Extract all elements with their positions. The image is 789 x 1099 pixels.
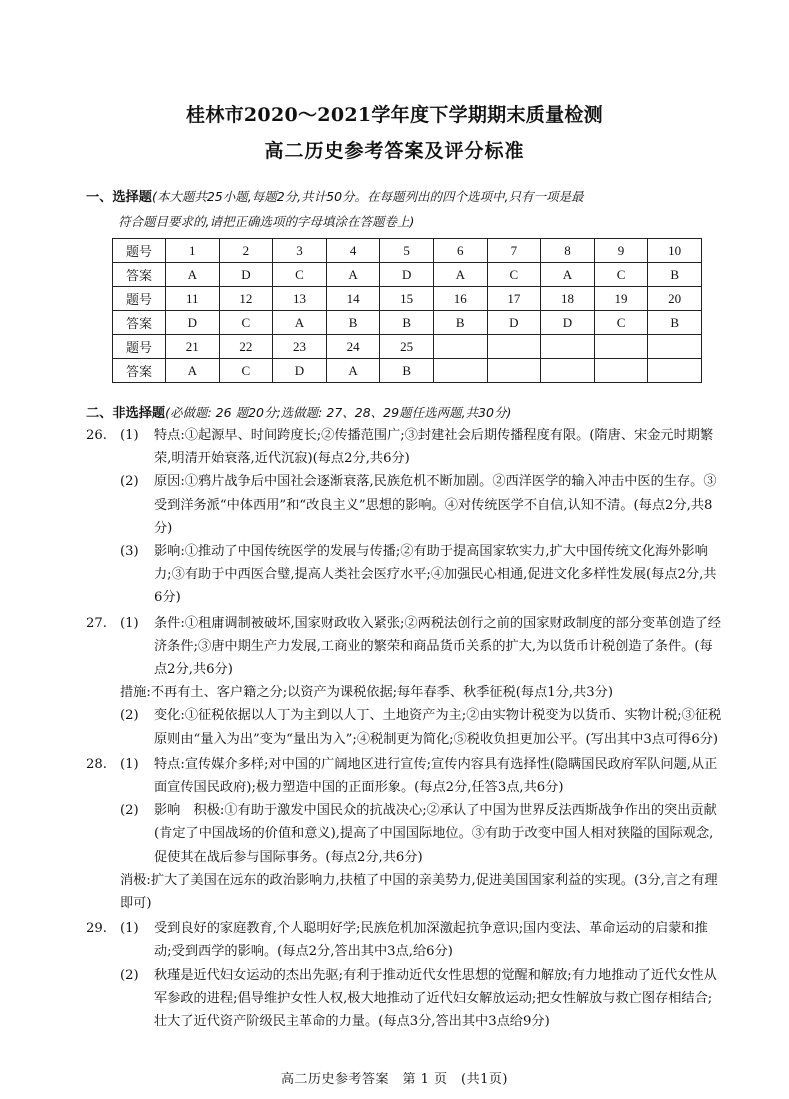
question-block bbox=[86, 424, 722, 610]
question-number-cell: 24 bbox=[326, 335, 380, 359]
answer-cell: A bbox=[166, 359, 220, 383]
question-number-cell: 8 bbox=[541, 239, 595, 263]
answer-cell: B bbox=[433, 311, 487, 335]
part-text: 影响:①推动了中国传统医学的发展与传播;②有助于提高国家软实力,扩大中国传统文化海外影响力;③有助于中西医合璧,提高人类社会医疗水平;④加强民心相通,促进文化多样性发展(每点2分,共6分) bbox=[154, 544, 717, 606]
part-text: 消极:扩大了美国在远东的政治影响力,扶植了中国的亲美势力,促进美国国家利益的实现。(3分,言之有理即可) bbox=[120, 872, 718, 912]
question-number: 27. bbox=[86, 615, 107, 631]
question-number-cell: 4 bbox=[326, 239, 380, 263]
question-number-cell: 20 bbox=[648, 287, 702, 311]
answer-cell: B bbox=[648, 263, 702, 287]
answer-cell: B bbox=[380, 359, 434, 383]
section-2-heading: 二、非选择题 bbox=[86, 406, 166, 421]
question-number: 26. bbox=[86, 428, 107, 443]
answer-cell: A bbox=[166, 263, 220, 287]
part-text: 变化:①征税依据以人丁为主到以人丁、土地资产为主;②由实物计税变为以货币、实物计税;③征税原则由“量入为出”变为“量出为入”;④税制更为简化;⑤税收负担更加公平。(写出其中3点可得6分) bbox=[154, 708, 722, 747]
answer-cell: D bbox=[541, 311, 595, 335]
answer-cell: D bbox=[487, 311, 541, 335]
essay-answers bbox=[86, 424, 722, 1033]
answer-cell: C bbox=[219, 359, 273, 383]
question-number-cell: 14 bbox=[326, 287, 380, 311]
answer-part bbox=[120, 470, 722, 540]
section-1-note-line1: (本大题共25小题,每题2分,共计50分。在每题列出的四个选项中,只有一项是最 bbox=[151, 189, 584, 204]
question-number-cell: 12 bbox=[219, 287, 273, 311]
question-number-cell: 15 bbox=[380, 287, 434, 311]
answer-cell: C bbox=[219, 311, 273, 335]
part-label: (2) bbox=[120, 803, 139, 819]
question-number-cell: 17 bbox=[487, 287, 541, 311]
part-text: 影响 积极:①有助于激发中国民众的抗战决心;②承认了中国为世界反法西斯战争作出的突出贡献(肯定了中国战场的价值和意义),提高了中国国际地位。③有助于改变中国人相对狭隘的国际观念,促使其在战后参与国际事务。(每点2分,共6分) bbox=[154, 803, 717, 865]
part-label: (3) bbox=[120, 544, 139, 560]
answer-cell bbox=[487, 359, 541, 383]
answer-table-row bbox=[113, 239, 702, 263]
answer-table bbox=[112, 238, 702, 383]
question-number-cell: 9 bbox=[594, 239, 648, 263]
question-number-cell: 2 bbox=[219, 239, 273, 263]
section-2-note: (必做题: 26 题20分;选做题: 27、28、29题任选两题,共30分) bbox=[165, 405, 512, 420]
section-essay-header bbox=[86, 402, 726, 425]
part-text: 秋瑾是近代妇女运动的杰出先驱;有利于推动近代女性思想的觉醒和解放;有力地推动了近代女性从军参政的进程;倡导维护女性人权,极大地推动了近代妇女解放运动;把女性解放与救亡图存相结合;壮大了近代资产阶级民主革命的力量。(每点3分,答出其中3点给9分) bbox=[154, 967, 717, 1030]
page-subtitle: 高二历史参考答案及评分标准 bbox=[264, 140, 525, 162]
question-number-cell bbox=[541, 335, 595, 359]
row-label: 答案 bbox=[113, 311, 166, 335]
question-number: 29. bbox=[86, 921, 107, 937]
question-number-cell bbox=[433, 335, 487, 359]
answer-cell: A bbox=[326, 263, 380, 287]
part-text: 条件:①租庸调制被破坏,国家财政收入紧张;②两税法创行之前的国家财政制度的部分变革创造了经济条件;③唐中期生产力发展,工商业的繁荣和商品货币关系的扩大,为以货币计税创造了条件。(每点2分,共6分) bbox=[154, 615, 721, 678]
answer-part bbox=[120, 869, 722, 915]
answer-table-row bbox=[113, 263, 702, 287]
answer-part bbox=[120, 964, 722, 1034]
question-number-cell bbox=[487, 335, 541, 359]
row-label: 答案 bbox=[113, 359, 166, 383]
part-text: 受到良好的家庭教育,个人聪明好学;民族危机加深激起抗争意识;国内变法、革命运动的启蒙和推动;受到西学的影响。(每点2分,答出其中3点,给6分) bbox=[154, 921, 708, 960]
question-number: 28. bbox=[86, 756, 107, 772]
answer-part bbox=[120, 799, 722, 869]
answer-cell bbox=[594, 359, 648, 383]
answer-cell: C bbox=[594, 263, 648, 287]
part-text: 特点:宣传媒介多样;对中国的广阔地区进行宣传;宣传内容具有选择性(隐瞒国民政府军队问题,从正面宣传国民政府);极力塑造中国的正面形象。(每点2分,任答3点,共6分) bbox=[154, 756, 718, 796]
question-number-cell: 16 bbox=[433, 287, 487, 311]
answer-part bbox=[120, 681, 722, 704]
question-number-cell: 3 bbox=[273, 239, 327, 263]
answer-cell: A bbox=[273, 311, 327, 335]
question-number-cell: 19 bbox=[594, 287, 648, 311]
answer-cell: C bbox=[594, 311, 648, 335]
row-label: 题号 bbox=[113, 335, 166, 359]
answer-cell bbox=[433, 359, 487, 383]
section-multiple-choice-header bbox=[86, 185, 726, 235]
question-block bbox=[86, 753, 722, 915]
answer-cell: A bbox=[433, 263, 487, 287]
row-label: 题号 bbox=[113, 287, 166, 311]
part-label: (2) bbox=[120, 967, 139, 983]
answer-cell bbox=[541, 359, 595, 383]
answer-part bbox=[120, 424, 722, 470]
part-label: (1) bbox=[120, 615, 139, 631]
question-number-cell: 13 bbox=[273, 287, 327, 311]
answer-part bbox=[120, 612, 722, 682]
answer-part bbox=[120, 704, 722, 750]
answer-cell: C bbox=[273, 263, 327, 287]
section-1-note-line2: 符合题目要求的,请把正确选项的字母填涂在答题卷上) bbox=[118, 214, 415, 229]
answer-table-row bbox=[113, 335, 702, 359]
question-number-cell: 5 bbox=[380, 239, 434, 263]
answer-cell: D bbox=[273, 359, 327, 383]
question-number-cell: 23 bbox=[273, 335, 327, 359]
question-number-cell: 6 bbox=[433, 239, 487, 263]
answer-part bbox=[120, 917, 722, 963]
question-number-cell bbox=[594, 335, 648, 359]
question-number-cell: 25 bbox=[380, 335, 434, 359]
part-label: (2) bbox=[120, 474, 139, 490]
answer-cell: A bbox=[326, 359, 380, 383]
answer-cell: B bbox=[326, 311, 380, 335]
part-label: (1) bbox=[120, 756, 139, 772]
question-number-cell: 7 bbox=[487, 239, 541, 263]
page-title: 桂林市2020～2021学年度下学期期末质量检测 bbox=[186, 104, 603, 126]
answer-cell: C bbox=[487, 263, 541, 287]
answer-cell bbox=[648, 359, 702, 383]
answer-cell: D bbox=[380, 263, 434, 287]
part-label: (1) bbox=[120, 921, 139, 937]
row-label: 答案 bbox=[113, 263, 166, 287]
answer-cell: B bbox=[648, 311, 702, 335]
part-label: (1) bbox=[120, 428, 139, 443]
part-text: 原因:①鸦片战争后中国社会逐渐衰落,民族危机不断加剧。②西洋医学的输入冲击中医的生存。③受到洋务派“中体西用”和“改良主义”思想的影响。④对传统医学不自信,认知不清。(每点2分,共8分) bbox=[154, 474, 717, 536]
answer-cell: B bbox=[380, 311, 434, 335]
answer-cell: A bbox=[541, 263, 595, 287]
question-block bbox=[86, 917, 722, 1033]
part-text: 特点:①起源早、时间跨度长;②传播范围广;③封建社会后期传播程度有限。(隋唐、宋金元时期繁荣,明清开始衰落,近代沉寂)(每点2分,共6分) bbox=[154, 428, 714, 467]
question-number-cell: 22 bbox=[219, 335, 273, 359]
answer-table-row bbox=[113, 311, 702, 335]
answer-part bbox=[120, 540, 722, 610]
question-number-cell: 18 bbox=[541, 287, 595, 311]
row-label: 题号 bbox=[113, 239, 166, 263]
question-number-cell: 10 bbox=[648, 239, 702, 263]
answer-table-row bbox=[113, 359, 702, 383]
section-1-heading: 一、选择题 bbox=[86, 190, 152, 205]
question-number-cell: 1 bbox=[166, 239, 220, 263]
answer-cell: D bbox=[166, 311, 220, 335]
part-label: (2) bbox=[120, 708, 139, 724]
page-footer: 高二历史参考答案 第 1 页 (共1页) bbox=[281, 1072, 508, 1087]
answer-table-row bbox=[113, 287, 702, 311]
answer-cell: D bbox=[219, 263, 273, 287]
part-text: 措施:不再有土、客户籍之分;以资产为课税依据;每年春季、秋季征税(每点1分,共3分) bbox=[120, 685, 613, 701]
question-block bbox=[86, 612, 722, 751]
question-number-cell: 21 bbox=[166, 335, 220, 359]
answer-part bbox=[120, 753, 722, 799]
question-number-cell: 11 bbox=[166, 287, 220, 311]
question-number-cell bbox=[648, 335, 702, 359]
